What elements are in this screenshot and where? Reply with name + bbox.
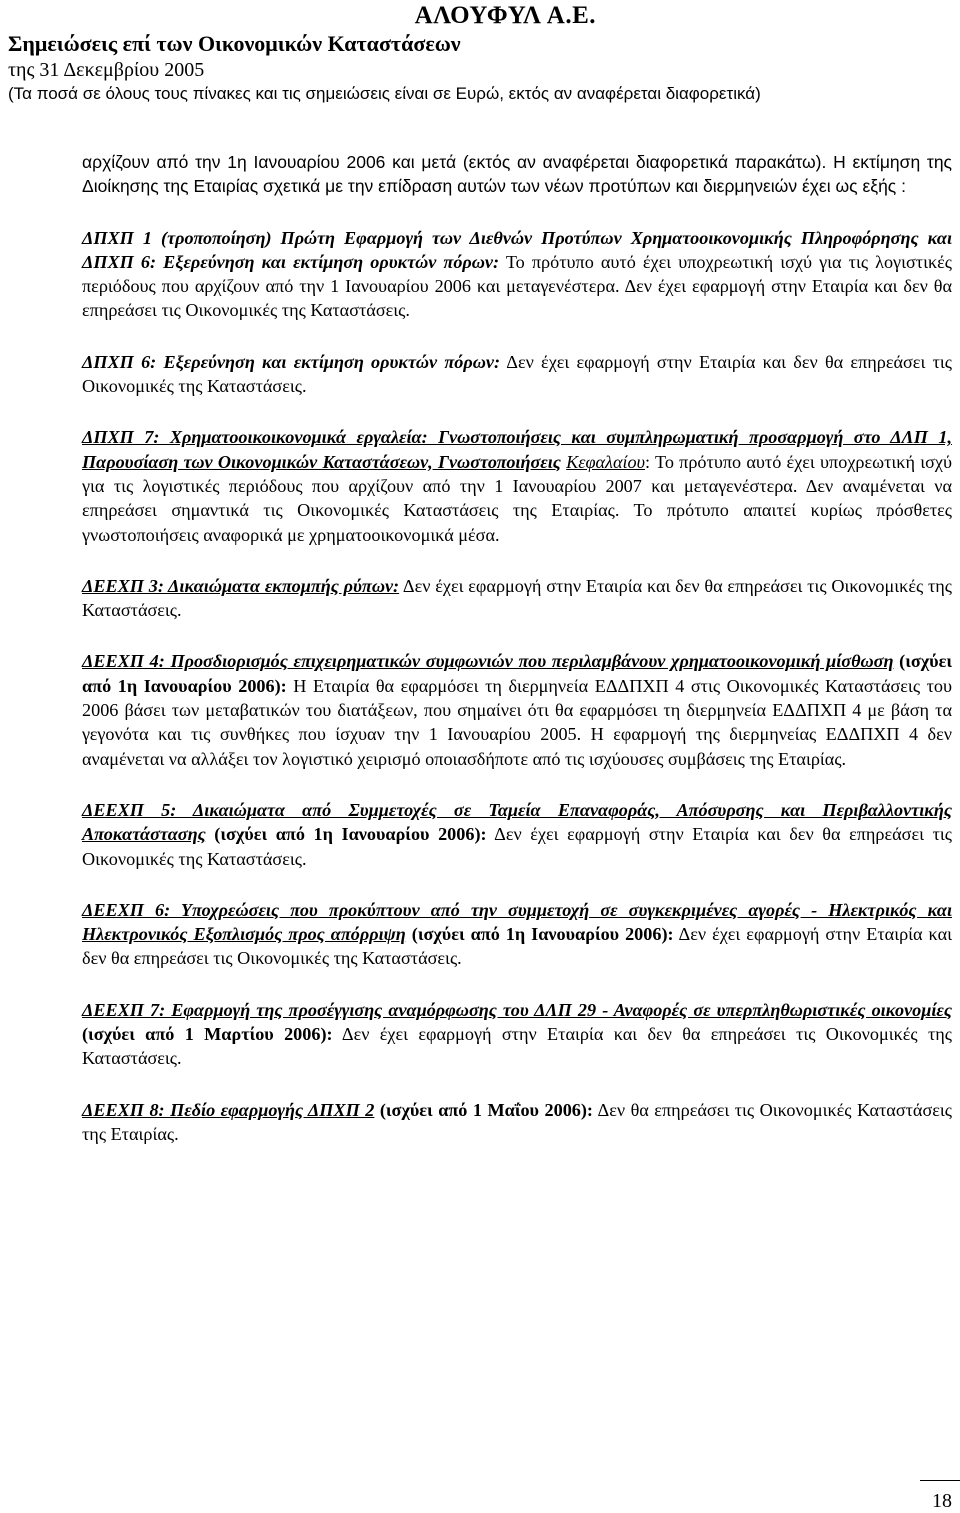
section-ifric4 <box>82 649 952 770</box>
section-ifric6-body: Δεν έχει εφαρμογή στην Εταιρία και δεν θα επηρεάσει τις Οικονομικές της Καταστάσεις. <box>82 924 952 969</box>
section-ifric8-title-tail: (ισχύει από 1 Μαΐου 2006): <box>374 1099 593 1120</box>
section-ifrs1 <box>82 226 952 323</box>
section-ifrs6-body: Δεν έχει εφαρμογή στην Εταιρία και δεν θα επηρεάσει τις Οικονομικές της Καταστάσεις. <box>82 351 952 397</box>
company-name: ΑΛΟΥΦΥΛ Α.Ε. <box>414 2 596 29</box>
section-ifric3-body: Δεν έχει εφαρμογή στην Εταιρία και δεν θα επηρεάσει τις Οικονομικές της Καταστάσεις. <box>82 575 952 621</box>
page-header <box>8 0 952 106</box>
document-date: της 31 Δεκεμβρίου 2005 <box>8 59 205 81</box>
section-ifric7-title: ΔΕΕΧΠ 7: Εφαρμογή της προσέγγισης αναμόρφωσης του ΔΛΠ 29 - Αναφορές σε υπερπληθωριστικές οικονομίες <box>82 999 952 1020</box>
section-ifric7-title-tail: (ισχύει από 1 Μαρτίου 2006): <box>82 1024 333 1045</box>
section-ifrs6 <box>82 350 952 399</box>
section-ifrs1-body-a: Το πρότυπο αυτό έχει υποχρεωτική ισχύ για τις λογιστικές περιόδους που αρχίζουν από την 1 Ιανουαρίου 2006 και μεταγενέστερα. <box>82 251 952 297</box>
section-ifric5-title-tail: (ισχύει από 1η Ιανουαρίου 2006): <box>205 824 487 845</box>
amounts-note: (Τα ποσά σε όλους τους πίνακες και τις σημειώσεις είναι σε Ευρώ, εκτός αν αναφέρεται διαφορετικά) <box>8 84 761 103</box>
section-ifrs7 <box>82 425 952 546</box>
intro-paragraph: αρχίζουν από την 1η Ιανουαρίου 2006 και μετά (εκτός αν αναφέρεται διαφορετικά παρακάτω). Η εκτίμηση της Διοίκησης της Εταιρίας σχετικά με την επίδραση αυτών των νέων προτύπων και διερμηνειών έχει ως εξής : <box>82 152 952 197</box>
section-ifric5 <box>82 798 952 871</box>
section-ifric4-body: Η Εταιρία θα εφαρμόσει τη διερμηνεία ΕΔΔΠΧΠ 4 στις Οικονομικές Καταστάσεις του 2006 βάσει των μεταβατικών του διατάξεων, που σημαίνει ότι θα εφαρμόσει τη διερμηνεία ΕΔΔΠΧΠ 4 με βάση τα γεγονότα και τις συνθήκες που ίσχυαν την 1 Ιανουαρίου 2005. Η εφαρμογή της διερμηνείας ΕΔΔΠΧΠ 4 δεν αναμένεται να αλλάξει τον λογιστικό χειρισμό οποιασδήποτε από τις ισχύουσες συμβάσεις της Εταιρίας. <box>82 675 952 769</box>
footer-divider <box>920 1480 960 1481</box>
section-ifric8-body: Δεν θα επηρεάσει τις Οικονομικές Καταστάσεις της Εταιρίας. <box>82 1099 952 1144</box>
section-ifric7 <box>82 998 952 1071</box>
document-body <box>82 150 952 1146</box>
section-ifric6-title-tail: (ισχύει από 1η Ιανουαρίου 2006): <box>405 924 674 945</box>
section-ifric4-title: ΔΕΕΧΠ 4: Προσδιορισμός επιχειρηματικών συμφωνιών που περιλαμβάνουν χρηματοοικονομική μίσθωση <box>82 651 894 672</box>
document-title: Σημειώσεις επί των Οικονομικών Καταστάσεων <box>8 31 461 56</box>
section-ifrs6-title: ΔΠΧΠ 6: Εξερεύνηση και εκτίμηση ορυκτών πόρων: <box>82 351 501 372</box>
section-ifric6 <box>82 898 952 971</box>
section-ifrs7-body: : Το πρότυπο αυτό έχει υποχρεωτική ισχύ για τις λογιστικές περιόδους που αρχίζουν από την 1 Ιανουαρίου 2007 και μεταγενέστερα. Δεν αναμένεται να επηρεάσει σημαντικά τις Οικονομικές Καταστάσεις της Εταιρίας. Το πρότυπο απαιτεί κυρίως πρόσθετες γνωστοποιήσεις αναφορικά με χρηματοοικονομικά μέσα. <box>82 451 953 545</box>
section-ifric8-title: ΔΕΕΧΠ 8: Πεδίο εφαρμογής ΔΠΧΠ 2 <box>82 1099 375 1120</box>
section-ifrs1-body-b: Δεν έχει εφαρμογή στην Εταιρία και δεν θα επηρεάσει τις Οικονομικές της Καταστάσεις. <box>82 276 952 321</box>
section-ifrs7-title: ΔΠΧΠ 7: Χρηματοοικοικονομικά εργαλεία: Γνωστοποιήσεις και συμπληρωματική προσαρμογή στο ΔΛΠ 1, Παρουσίαση των Οικονομικών Καταστάσεων, Γνωστοποιήσεις <box>82 427 952 472</box>
page-number: 18 <box>932 1490 952 1512</box>
section-ifrs1-title: ΔΠΧΠ 1 (τροποποίηση) Πρώτη Εφαρμογή των Διεθνών Προτύπων Χρηματοοικονομικής Πληροφόρησης και ΔΠΧΠ 6: Εξερεύνηση και εκτίμηση ορυκτών πόρων: <box>82 227 952 272</box>
section-ifrs7-title-tail: Κεφαλαίου <box>566 451 645 472</box>
section-ifric7-body: Δεν έχει εφαρμογή στην Εταιρία και δεν θα επηρεάσει τις Οικονομικές της Καταστάσεις. <box>82 1024 952 1069</box>
section-ifric3-title: ΔΕΕΧΠ 3: Δικαιώματα εκπομπής ρύπων: <box>82 575 400 596</box>
section-ifric8 <box>82 1098 952 1147</box>
section-ifric3 <box>82 574 952 623</box>
section-ifric5-title: ΔΕΕΧΠ 5: Δικαιώματα από Συμμετοχές σε Ταμεία Επαναφοράς, Απόσυρσης και Περιβαλλοντικής Αποκατάστασης <box>82 799 952 845</box>
section-ifric6-title: ΔΕΕΧΠ 6: Υποχρεώσεις που προκύπτουν από την συμμετοχή σε συγκεκριμένες αγορές - Ηλεκτρικός και Ηλεκτρονικός Εξοπλισμός προς απόρριψη <box>82 899 952 945</box>
section-ifric4-title-tail: (ισχύει από 1η Ιανουαρίου 2006): <box>82 651 952 696</box>
section-ifric5-body: Δεν έχει εφαρμογή στην Εταιρία και δεν θα επηρεάσει τις Οικονομικές της Καταστάσεις. <box>82 824 952 869</box>
